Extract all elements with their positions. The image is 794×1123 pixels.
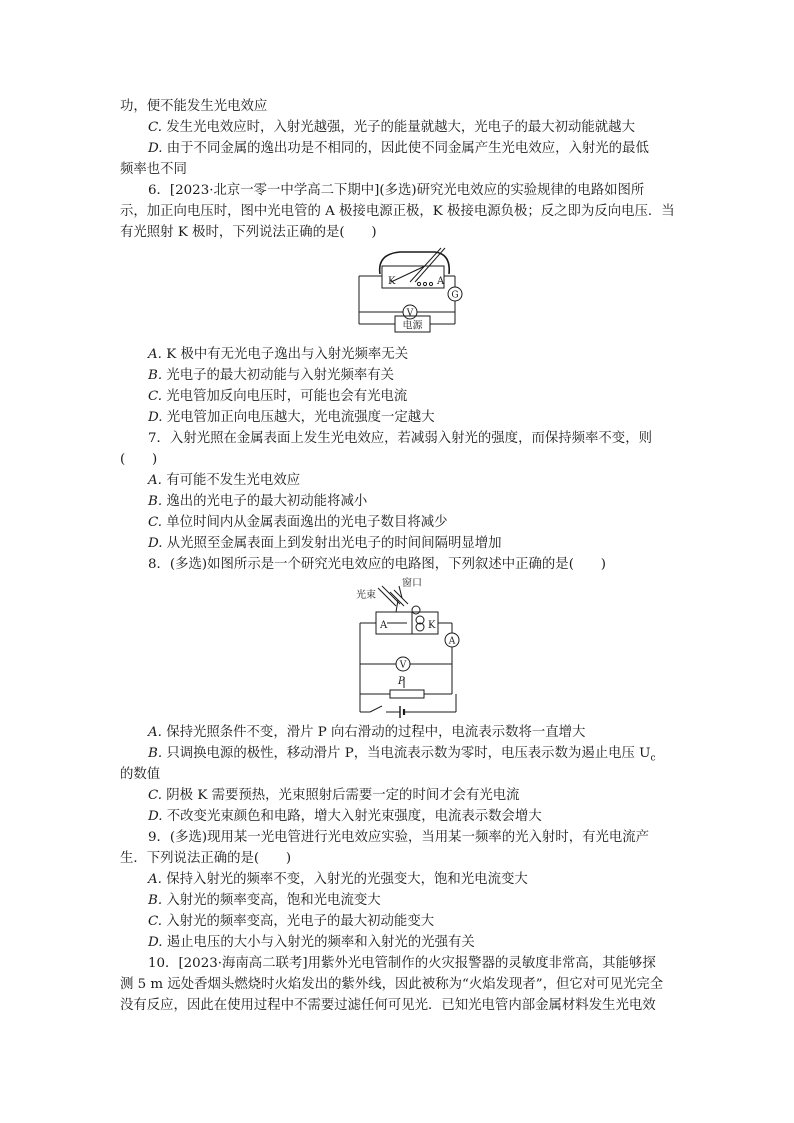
q7-option-b <box>148 492 367 512</box>
option-letter: B. <box>148 893 163 908</box>
q9-option-c <box>148 912 434 932</box>
option-letter: D. <box>148 935 163 950</box>
q8-option-a <box>148 723 585 743</box>
q8-circuit-diagram <box>352 576 472 718</box>
question-text: (多选)现用某一光电管进行光电效应实验，当用某一频率的光入射时，有光电流产 <box>169 830 650 845</box>
subscript: c <box>650 753 656 764</box>
q6-circuit-diagram <box>355 244 470 339</box>
q10-stem-line3: 没有反应，因此在使用过程中不需要过滤任何可见光．已知光电管内部金属材料发生光电效 <box>120 998 656 1013</box>
q7-stem-line2: ( ) <box>120 452 158 467</box>
q6-option-d <box>148 408 435 428</box>
q6-stem-line2: 示，加正向电压时，图中光电管的 A 极接电源正极，K 极接电源负极；反之即为反向电压．当 <box>120 204 675 219</box>
light-beam-label: 光束 <box>356 590 376 601</box>
voltmeter-label: V <box>406 308 414 319</box>
q5-text-line: 功，便不能发生光电效应 <box>120 99 268 114</box>
question-text: [2023·海南高二联考]用紫外光电管制作的火灾报警器的灵敏度非常高，其能够探 <box>178 956 656 971</box>
option-letter: B. <box>148 746 163 761</box>
option-letter: A. <box>148 725 162 740</box>
q8-option-c <box>148 786 520 806</box>
option-letter: C. <box>148 914 163 929</box>
window-label: 窗口 <box>402 578 422 589</box>
option-text: 保持光照条件不变，滑片 P 向右滑动的过程中，电流表示数将一直增大 <box>166 725 586 740</box>
question-text: (多选)如图所示是一个研究光电效应的电路图，下列叙述中正确的是( ) <box>169 557 606 572</box>
option-letter: D. <box>148 536 163 551</box>
option-text: 光电管加正向电压越大，光电流强度一定越大 <box>166 410 435 425</box>
power-source-label: 电源 <box>402 320 423 332</box>
option-text: 光电子的最大初动能与入射光频率有关 <box>166 368 395 383</box>
option-letter: D. <box>148 410 163 425</box>
option-letter: B. <box>148 494 163 509</box>
option-text: 阴极 K 需要预热，光束照射后需要一定的时间才会有光电流 <box>166 788 520 803</box>
option-letter: A. <box>148 473 162 488</box>
q9-option-b <box>148 891 381 911</box>
q7-option-a <box>148 471 300 491</box>
option-text: 入射光的频率变高，饱和光电流变大 <box>166 893 381 908</box>
question-number: 9． <box>148 830 170 845</box>
option-letter: A. <box>148 872 162 887</box>
option-text: 入射光的频率变高，光电子的最大初动能变大 <box>166 914 435 929</box>
cathode-label: K <box>428 620 436 631</box>
option-letter: A. <box>148 347 162 362</box>
option-text: K 极中有无光电子逸出与入射光频率无关 <box>166 347 409 362</box>
q6-option-c <box>148 387 407 407</box>
option-text: 保持入射光的频率不变，入射光的光强变大，饱和光电流变大 <box>166 872 528 887</box>
q6-stem-line1 <box>148 181 644 201</box>
option-letter: C. <box>148 120 163 135</box>
question-number: 8． <box>148 557 170 572</box>
question-text: 入射光照在金属表面上发生光电效应，若减弱入射光的强度，而保持频率不变，则 <box>169 431 652 446</box>
option-text: 不改变光束颜色和电路，增大入射光束强度，电流表示数会增大 <box>166 809 542 824</box>
option-letter: D. <box>148 141 163 156</box>
q7-stem-line1 <box>148 429 652 449</box>
ammeter-label: A <box>448 636 456 647</box>
q9-option-a <box>148 870 528 890</box>
option-letter: C. <box>148 515 163 530</box>
q7-option-c <box>148 513 448 533</box>
option-letter: C. <box>148 788 163 803</box>
q6-option-b <box>148 366 394 386</box>
q5-option-c <box>148 118 635 138</box>
slider-label: P <box>398 676 405 687</box>
q9-stem-line2: 生．下列说法正确的是( ) <box>120 851 292 866</box>
q10-stem-line1 <box>148 954 656 974</box>
option-text: 遏止电压的大小与入射光的频率和入射光的光强有关 <box>166 935 475 950</box>
q6-stem-line3: 有光照射 K 极时，下列说法正确的是( ) <box>120 225 377 240</box>
question-number: 6． <box>148 183 170 198</box>
option-letter: B. <box>148 368 163 383</box>
q8-option-b-cont: 的数值 <box>120 767 161 782</box>
question-number: 10． <box>148 956 179 971</box>
q8-option-b <box>148 744 656 769</box>
q8-option-d <box>148 807 542 827</box>
q9-option-d <box>148 933 475 953</box>
q9-stem-line1 <box>148 828 649 848</box>
q5-option-d-cont: 频率也不同 <box>120 162 187 177</box>
galvanometer-label: G <box>451 290 459 301</box>
cathode-label: K <box>388 276 396 287</box>
question-text: [2023·北京一零一中学高二下期中](多选)研究光电效应的实验规律的电路如图所 <box>169 183 645 198</box>
option-letter: C. <box>148 389 163 404</box>
rheostat-icon <box>390 690 424 698</box>
option-text: 单位时间内从金属表面逸出的光电子数目将减少 <box>166 515 448 530</box>
anode-label: A <box>437 276 445 287</box>
option-text: 发生光电效应时，入射光越强，光子的能量就越大，光电子的最大初动能就越大 <box>166 120 635 135</box>
q7-option-d <box>148 534 502 554</box>
option-text: 只调换电源的极性，移动滑片 P，当电流表示数为零时，电压表示数为遏止电压 U <box>166 746 651 761</box>
q5-option-d <box>148 139 649 159</box>
option-text: 从光照至金属表面上到发射出光电子的时间间隔明显增加 <box>166 536 502 551</box>
q6-option-a <box>148 345 408 365</box>
q8-stem-line1 <box>148 555 606 575</box>
question-number: 7． <box>148 431 170 446</box>
voltmeter-label: V <box>399 660 407 671</box>
option-letter: D. <box>148 809 163 824</box>
option-text: 有可能不发生光电效应 <box>166 473 301 488</box>
anode-label: A <box>380 620 388 631</box>
q10-stem-line2: 测 5 m 远处香烟头燃烧时火焰发出的紫外线，因此被称为“火焰发现者”，但它对可见光完全 <box>120 977 664 992</box>
option-text: 光电管加反向电压时，可能也会有光电流 <box>166 389 408 404</box>
option-text: 由于不同金属的逸出功是不相同的，因此使不同金属产生光电效应，入射光的最低 <box>166 141 649 156</box>
option-text: 逸出的光电子的最大初动能将减小 <box>166 494 368 509</box>
